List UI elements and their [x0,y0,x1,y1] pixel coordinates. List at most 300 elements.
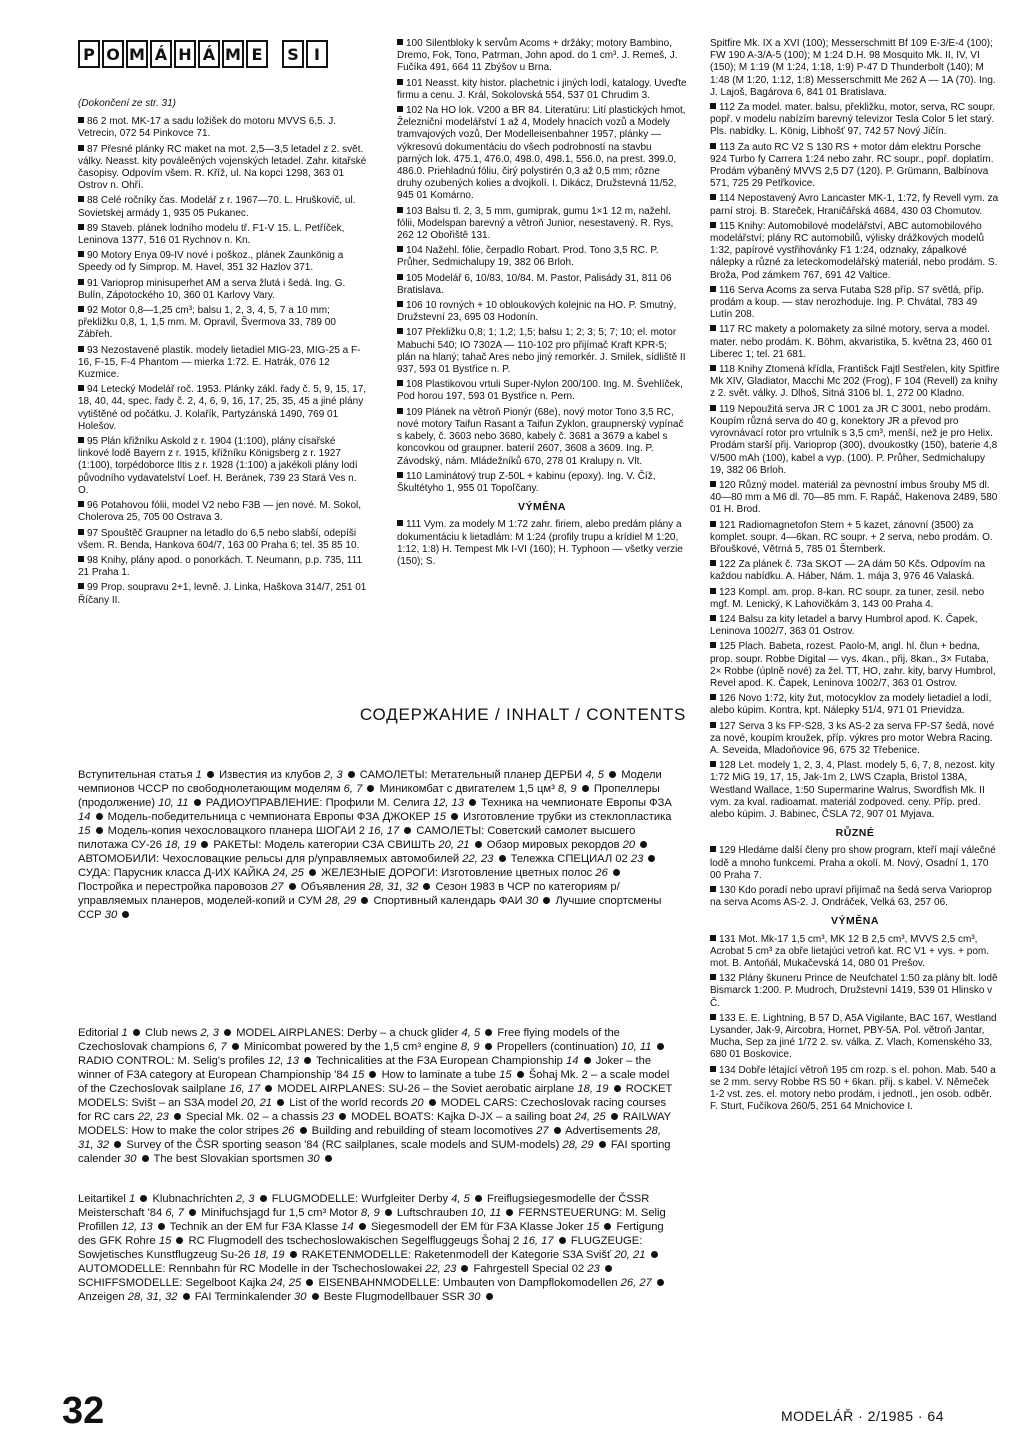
bullet-icon [78,556,84,562]
bullet-icon [710,560,716,566]
bullet-icon [397,246,403,252]
separator-dot-icon [194,799,201,806]
contents-entry: Technicalities at the F3A European Championship [316,1055,567,1067]
bullet-icon [397,301,403,307]
separator-dot-icon [423,883,430,890]
contents-entry: Техника на чемпионате Европы ФЗА [481,797,672,809]
ad-text: 100 Silentbloky k servům Acoms + držáky; motory Bambino, Dremo, Fok, Tono, Patrman, John apod. do 1 cm³. J. Remeš, J. Fučíka 491, 664 11 Zbýšov u Brna. [397,38,678,74]
contents-page: 12, 13 [432,797,464,809]
bullet-icon [78,529,84,535]
logo-letter: Á [150,40,172,68]
ad-item [78,195,368,219]
bullet-icon [78,196,84,202]
contents-page: 24, 25 [270,1277,302,1289]
separator-dot-icon [582,785,589,792]
ads-column-1 [78,90,368,610]
contents-german [78,1192,678,1304]
ad-item [397,379,687,403]
bullet-icon [710,935,716,941]
contents-page: 22, 23 [425,1263,457,1275]
separator-dot-icon [611,1113,618,1120]
contents-entry: Модель-победительница с чемпионата Европы ФЗА ДЖОКЕР [107,811,434,823]
ad-item [78,223,368,247]
bullet-icon [710,642,716,648]
page-number: 32 [62,1390,105,1432]
logo-letter: I [306,40,328,68]
contents-page: 28, 29 [325,895,357,907]
ad-text: 133 E. E. Lightning, B 57 D, A5A Vigilante, BAC 167, Westland Lysander, Jak-9, Aircobra, Hornet, PBY-5A. Pol. větroň Jantar, Mucha, Sep za jiné 1/72 2. sv. válka. Z. Vlach, Komenského 33, 680 01 Boskovice. [710,1012,997,1061]
ad-item [710,885,1000,909]
ad-item [710,973,1000,1010]
contents-entry: FAI Terminkalender [194,1291,295,1303]
contents-entry: Propellers (continuation) [496,1041,622,1053]
separator-dot-icon [613,869,620,876]
contents-page: 22, 23 [462,853,494,865]
ad-text: 132 Plány škuneru Prince de Neufchatel 1:50 za plány blt. lodě Bismarck 1:200. P. Mudroch, Družstevní 1419, 539 01 Hlinsko v Č. [710,973,998,1009]
bullet-icon [710,103,716,109]
separator-dot-icon [517,1071,524,1078]
contents-page: 14 [566,1055,579,1067]
section-heading-exchange: VÝMĚNA [518,501,566,514]
ad-item [710,324,1000,361]
ad-item [710,520,1000,557]
separator-dot-icon [348,771,355,778]
contents-entry: РАКЕТЫ: Модель категории СЗА СВИШТЬ [213,839,439,851]
contents-entry: Fahrgestell Special 02 [473,1263,588,1275]
bullet-icon [78,501,84,507]
separator-dot-icon [290,1251,297,1258]
ad-item [710,614,1000,638]
contents-page: 10, 11 [158,797,189,809]
contents-page: 8, 9 [460,1041,480,1053]
contents-page: 20 [622,839,636,851]
bullet-icon [397,328,403,334]
bullet-icon [78,346,84,352]
bullet-icon [710,694,716,700]
contents-page: 12, 13 [121,1221,153,1233]
bullet-icon [710,325,716,331]
ad-text: 90 Motory Enya 09-IV nové i poškoz., plánek Zaunkönig a Speedy od fy Simprop. M. Havel, 351 32 Hazlov 371. [78,250,344,274]
ad-item [78,500,368,524]
separator-dot-icon [300,1127,307,1134]
ad-text: 99 Prop. soupravu 2+1, levně. J. Linka, Haškova 314/7, 251 01 Říčany II. [78,582,367,606]
separator-dot-icon [499,855,506,862]
separator-dot-icon [475,1195,482,1202]
ad-item [78,384,368,433]
contents-page: 18, 19 [253,1249,285,1261]
ads-list-2 [397,38,687,495]
contents-entry: Beste Flugmodellbauer SSR [323,1291,468,1303]
separator-dot-icon [609,771,616,778]
separator-dot-icon [142,1155,149,1162]
ad-item [397,519,687,568]
bullet-icon [710,521,716,527]
contents-page: 30 [104,909,118,921]
ad-item [78,582,368,606]
contents-entry: EISENBAHNMODELLE: Umbauten von Dampflokomodellen [318,1277,621,1289]
contents-entry: The best Slovakian sportsmen [153,1153,308,1165]
separator-dot-icon [640,841,647,848]
ad-item [397,327,687,376]
ad-item [710,641,1000,690]
bullet-icon [397,408,403,414]
ad-item [78,305,368,342]
separator-dot-icon [201,841,208,848]
contents-entry: MODEL CARS: Czechoslovak racing courses for RC cars [78,1097,667,1123]
separator-dot-icon [122,911,129,918]
contents-entry: Изготовление трубки из стеклопластика [463,811,672,823]
ad-item [710,1065,1000,1114]
separator-dot-icon [404,827,411,834]
bullet-icon [397,39,403,45]
contents-page: 26, 27 [620,1277,652,1289]
separator-dot-icon [174,1113,181,1120]
separator-dot-icon [260,1195,267,1202]
contents-page: 26 [281,1125,295,1137]
ads-column-2 [397,38,687,571]
bullet-icon [78,279,84,285]
bullet-icon [78,117,84,123]
contents-page: 1 [121,1027,128,1039]
contents-page: 22, 23 [137,1111,169,1123]
ad-item [710,1013,1000,1062]
bullet-icon [710,481,716,487]
contents-entry: FLUGZEUGE: Sowjetisches Kunstflugzeug Su-26 [78,1235,643,1261]
ad-text: 124 Balsu za kity letadel a barvy Humbrol apod. K. Čapek, Leninova 1002/7, 363 01 Ostrov. [710,613,978,638]
ad-item [78,278,368,302]
separator-dot-icon [325,1155,332,1162]
contents-entry: Спортивный календарь ФАИ [373,895,526,907]
bullet-icon [78,385,84,391]
bullet-icon [710,846,716,852]
contents-entry: How to laminate a tube [381,1069,500,1081]
contents-page: 28, 31, 32 [78,1125,661,1151]
ad-item [397,38,687,75]
contents-page: 27 [536,1125,549,1137]
contents-page: 14 [78,811,91,823]
ad-item [78,436,368,497]
logo-letter: O [102,40,124,68]
separator-dot-icon [158,1223,165,1230]
bullet-icon [710,1014,716,1020]
contents-entry: Building and rebuilding of steam locomotives [311,1125,537,1137]
ad-text: 109 Plánek na větroň Pionýr (68e), nový motor Tono 3,5 RC, nové motory Taifun Rasant a Taifun Zyklon, graupnerský vypínač s kabely, č. 3603 nebo 3680, kabely č. 3681 a 3679 a kabel s koncovkou od graupner. baterií 2607, 3608 a 3609. Ing. P. Závodský, nám. Mládežníků 670, 278 01 Kralupy n. Vlt. [397,406,684,467]
separator-dot-icon [207,771,214,778]
contents-page: 24, 25 [272,867,304,879]
ad-item [397,300,687,324]
contents-entry: Известия из клубов [219,769,324,781]
contents-page: 8, 9 [557,783,577,795]
contents-page: 14 [341,1221,354,1233]
ad-text: 117 RC makety a polomakety za silné motory, serva a model. mater. nebo prodám. K. Böhm, akvaristika, 5. května 23, 460 01 Liberec 1; tel. 21 681. [710,324,993,360]
ad-text: 113 Za auto RC V2 S 130 RS + motor dám elektru Porsche 924 Turbo fy Carrera 1:24 nebo zahr. RC soupr., popř. doplatím. Prodám výbaněný MVVS 2,5 D7 (120). P. Grümann, Balbínova 571, 725 29 Petřkovice. [710,141,994,190]
ad-text: 112 Za model. mater. balsu, překližku, motor, serva, RC soupr. popř. v modelu nabízím barevný televizor Tesla Color 5 let starý. Pls. nabídky. L. König, Libhošť 97, 742 57 Nový Jičín. [710,102,996,138]
contents-page: 27 [271,881,284,893]
separator-dot-icon [183,1293,190,1300]
ad-item [710,221,1000,282]
separator-dot-icon [277,1099,284,1106]
separator-dot-icon [506,1209,513,1216]
contents-russian [78,768,678,922]
logo-letter: M [126,40,148,68]
ad-item [397,471,687,495]
contents-entry: Leitartikel [78,1193,129,1205]
contents-entry: Minicombat powered by the 1,5 cm³ engine [243,1041,461,1053]
contents-entry: RC Flugmodell des tschechoslowakischen Segelfluggeugs Šohaj 2 [188,1235,523,1247]
ad-text: 131 Mot. Mk-17 1,5 cm³, MK 12 B 2,5 cm³, MVVS 2,5 cm³, Acrobat 5 cm³ za obře lietajúci vetroň kat. RC V1 + vys. + pom. mot. B. Antoňál, Mukačevská 14, 080 01 Prešov. [710,933,990,970]
ad-text: 86 2 mot. MK-17 a sadu ložišek do motoru MVVS 6,5. J. Vetrecin, 072 54 Pinkovce 71. [78,116,337,140]
ad-text: 88 Celé ročníky čas. Modelář z r. 1967—70. L. Hruškovič, ul. Sovietskej armády 1, 935 05 Pukanec. [78,195,356,219]
contents-entry: MODEL BOATS: Kajka D-JX – a sailing boat [351,1111,575,1123]
ad-text: 98 Knihy, plány apod. o ponorkách. T. Neumann, p.p. 735, 111 21 Praha 1. [78,554,363,579]
separator-dot-icon [306,1279,313,1286]
ad-item [710,480,1000,517]
contents-entry: Модель-копия чехословацкого планера ШОГАИ 2 [107,825,369,837]
contents-entry: Technik an der EM fur F3A Klasse [169,1221,342,1233]
bullet-icon [710,588,716,594]
contents-entry: САМОЛЕТЫ: Метательный планер ДЕРБИ [359,769,586,781]
ad-item [397,105,687,203]
contents-page: 15 [433,811,446,823]
bullet-icon [397,520,403,526]
ad-text: 125 Plach. Babeta, rozest. Paolo-M, angl. hl. člun + bedna, prop. soupr. Robbe Digital — vys. 4kan., přij. 8kan., 3× Futaba, 2× Robbe (úplně nové) za žel. TT, HO, zahr. kity, barvy Humbrol, Revel apod. K. Čapek, Leninova 1002/7, 363 01 Ostrov. [710,641,996,689]
contents-page: 15 [351,1069,365,1081]
ads-list-1 [78,116,368,607]
contents-entry: Klubnachrichten [152,1193,236,1205]
contents-entry: Anzeigen [78,1291,128,1303]
separator-dot-icon [614,1085,621,1092]
contents-title: СОДЕРЖАНИЕ / INHALT / CONTENTS [359,705,687,724]
separator-dot-icon [304,1057,311,1064]
bullet-icon [710,143,716,149]
separator-dot-icon [133,1029,140,1036]
ad-item [710,934,1000,971]
contents-entry: Luftschrauben [396,1207,471,1219]
contents-page: 15 [78,825,91,837]
ad-item [78,144,368,193]
contents-entry: Advertisements [565,1125,646,1137]
ad-item [710,102,1000,139]
bullet-icon [710,1066,716,1072]
contents-entry: Модели чемпионов ЧССР по свободнолетающим моделям [78,769,662,795]
bullet-icon [710,286,716,292]
contents-entry: Обзор мировых рекордов [486,839,623,851]
bullet-icon [397,106,403,112]
contents-entry: Minifuchsjagd fur 1,5 cm³ Motor [201,1207,362,1219]
bullet-icon [710,365,716,371]
ad-item [397,245,687,269]
ad-text: 111 Vym. za modely M 1:72 zahr. firiem, alebo predám plány a dokumentáciu k lietadlám: M 1:24 (profily trupu a krídiel M 1:20, 1:12, 1:8) H. Tempest Mk I-VI (160); H. Typhoon — všetky verzie (150); S. [397,519,683,567]
bullet-icon [78,583,84,589]
contents-entry: RAKETENMODELLE: Raketenmodell der Kategorie S3A Svišť [301,1249,615,1261]
contents-page: 30 [294,1291,307,1303]
separator-dot-icon [359,1223,366,1230]
contents-page: 8, 9 [361,1207,380,1219]
contents-page: 18, 19 [165,839,197,851]
ad-item [78,250,368,274]
contents-page: 4, 5 [585,769,604,781]
ad-item [710,721,1000,758]
contents-page: 4, 5 [451,1193,470,1205]
contents-english [78,1026,678,1166]
contents-entry: Siegesmodell der EM für F3A Klasse Joker [370,1221,587,1233]
bullet-icon [397,274,403,280]
contents-entry: РАДИОУПРАВЛЕНИЕ: Профили М. Селига [205,797,433,809]
contents-page: 16, 17 [522,1235,554,1247]
contents-page: 2, 3 [200,1027,219,1039]
issue-label: MODELÁŘ · 2/1985 · 64 [780,1408,944,1424]
contents-page: 30 [525,895,539,907]
separator-dot-icon [461,1265,468,1272]
section-heading-exchange-2: VÝMĚNA [831,915,879,928]
separator-dot-icon [309,869,316,876]
bullet-icon [710,405,716,411]
bullet-icon [710,974,716,980]
separator-dot-icon [543,897,550,904]
contents-page: 28, 31, 32 [127,1291,178,1303]
contents-entry: Survey of the ČSR sporting season '84 (RC sailplanes, scale models and SUM-models) [126,1139,563,1151]
ad-text: 108 Plastikovou vrtuli Super-Nylon 200/100. Ing. M. Švehlíček, Pod horou 197, 593 01 Bystřice n. Pern. [397,379,683,403]
contents-entry: Club news [144,1027,201,1039]
ad-item [710,142,1000,191]
contents-page: 30 [468,1291,481,1303]
contents-entry: Special Mk. 02 – a chassis [186,1111,322,1123]
contents-entry: RADIO CONTROL: M. Selig's profiles [78,1055,268,1067]
ad-text: 93 Nezostavené plastik. modely lietadiel MIG-23, MIG-25 a F-16, F-15, F-4 Phantom — mierka 1:72. E. Hatrák, 076 12 Kuzmice. [78,344,361,381]
separator-dot-icon [339,1113,346,1120]
ad-continuation: Spitfire Mk. IX a XVI (100); Messerschmitt Bf 109 E-3/E-4 (100); FW 190 A-3/A-5 (100); M 1:24 D.H. 98 Mosquito Mk. II, IV, VI (150); M 1:19 (M 1:24, 1:18, 1:9) P-47 D Thunderbolt (140); M 1:48 (M 1:20, 1:12, 1:8) Messerschmitt Me 262 A — 1A (70). Ing. J. Lajoš, Bagárova 6, 841 01 Bratislava. [710,38,996,98]
ad-item [710,364,1000,401]
contents-entry: Лучшие спортсмены ССР [78,895,662,921]
bullet-icon [78,145,84,151]
ad-text: 123 Kompl. am. prop. 8-kan. RC soupr. za tuner, zesil. nebo mgf. M. Lenický, K Lahovičkám 3, 143 00 Praha 4. [710,586,985,610]
separator-dot-icon [224,1029,231,1036]
contents-page: 1 [195,769,202,781]
ads-list-3b [710,845,1000,909]
contents-entry: Freiflugsiegesmodelle der ČSSR Meisterschaft '84 [78,1193,650,1219]
separator-dot-icon [232,1043,239,1050]
separator-dot-icon [469,799,476,806]
continued-note: (Dokončení ze str. 31) [78,98,177,109]
bullet-icon [78,251,84,257]
contents-page: 23 [321,1111,335,1123]
ad-item [710,193,1000,217]
separator-dot-icon [651,1251,658,1258]
contents-entry: АВТОМОБИЛИ: Чехословацкие рельсы для р/управляемых автомобилей [78,853,463,865]
separator-dot-icon [114,1141,121,1148]
contents-entry: FLUGMODELLE: Wurfgleiter Derby [271,1193,452,1205]
ad-item [78,555,368,579]
ads-list-2b [397,519,687,568]
separator-dot-icon [289,883,296,890]
contents-page: 28, 31, 32 [368,881,419,893]
bullet-icon [397,79,403,85]
ad-item [710,285,1000,322]
ad-text: 129 Hledáme další členy pro show program, kteří mají válečné lodě a mnoho funkcemi. Praha a okolí. M. Nový, Osadní 1, 170 00 Praha 7. [710,845,996,881]
bullet-icon [78,437,84,443]
ad-text: 103 Balsu tl. 2, 3, 5 mm, gumiprak, gumu 1×1 12 m, nažehl. fólii, Modelspan barevný a větroň Junior, nesestavený. R. Rys, 262 12 Obořiště 131. [397,205,674,242]
ad-text: 92 Motor 0,8—1,25 cm³; balsu 1, 2, 3, 4, 5, 7 a 10 mm; překližku 0,8, 1, 1,5 mm. M. Opravil, Švermova 33, 789 00 Zábřeh. [78,305,336,341]
contents-page: 10, 11 [621,1041,652,1053]
separator-dot-icon [605,1265,612,1272]
contents-page: 20 [411,1097,424,1109]
contents-page: 6, 7 [165,1207,184,1219]
ad-text: 118 Knihy Ztomená křídla, Františck Fajtl Sestřelen, kity Spitfire Mk XIV, Gladiator, Macchi Mc 202 (Frog), F 104 (Revell) za knihy z 2. svět. války. J. Dlhoš, Sitná 3106 bl. 1, 272 00 Kladno. [710,364,1000,400]
contents-entry: FERNSTEUERUNG: M. Selig Profillen [78,1207,666,1233]
ad-item [397,273,687,297]
contents-page: 15 [158,1235,172,1247]
separator-dot-icon [657,1279,664,1286]
separator-dot-icon [312,1293,319,1300]
ad-text: 107 Překližku 0,8; 1; 1,2; 1,5; balsu 1; 2; 3; 5; 7; 10; el. motor Mabuchi 540; IO 7302A — 110-102 pro přijímač Kraft KPR-5; plán na hlaný; tahač Ares nebo jiný remorkér. J. Smilek, sídliště II 937, 593 01 Bystřice n. P. [397,327,686,376]
rubric-logo [78,40,328,68]
ad-text: 101 Neasst. kity histor. plachetnic i jiných lodí, katalogy. Uveďte firmu a cenu. J. Král, Sokolovská 554, 537 01 Chrudim 3. [397,77,687,101]
separator-dot-icon [451,813,458,820]
bullet-icon [397,207,403,213]
logo-letter: H [174,40,196,68]
contents-page: 18, 19 [577,1083,609,1095]
ad-text: 89 Staveb. plánek lodního modelu tř. F1-V 15. L. Petříček, Leninova 1377, 516 01 Rychnov n. Kn. [78,222,345,247]
contents-entry: ROCKET MODELS: Svišt – an S3A model [78,1083,673,1109]
contents-page: 6, 7 [207,1041,227,1053]
separator-dot-icon [599,1141,606,1148]
ad-text: 134 Dobře létající větroň 195 cm rozp. s el. pohon. Mab. 540 a se 2 mm. servy Robbe RS 50 + 6kan. přij. s kabel. V. Němeček 1-2 vst. zes. el. motory nebo prodám, i jednotl., jen osob. odběr. F. Sturt, Fučíkova 260/5, 251 64 Mnichovice I. [710,1064,996,1113]
contents-entry: Миникомбат с двигателем 1,5 цм³ [379,783,558,795]
separator-dot-icon [559,1237,566,1244]
contents-page: 28, 29 [562,1139,594,1151]
ad-text: 105 Modelář 6, 10/83, 10/84. M. Pastor, Palisády 31, 811 06 Bratislava. [397,272,672,296]
contents-page: 16, 17 [368,825,400,837]
bullet-icon [710,222,716,228]
bullet-icon [78,306,84,312]
ad-text: 96 Potahovou fólii, model V2 nebo F3B — jen nové. M. Sokol, Cholerova 25, 705 00 Ostrava 3. [78,500,362,524]
ad-text: 121 Radiomagnetofon Stern + 5 kazet, zánovní (3500) za komplet. soupr. 4—6kan. RC soupr. + 2 serva, nebo prodám. O. Břouškové, Větrná 5, 785 01 Šternberk. [710,519,993,555]
ad-text: 128 Let. modely 1, 2, 3, 4, Plast. modely 5, 6, 7, 8, nezost. kity 1:72 MiG 19, 17, 15, Jak-1m 2, LWS Czapla, Bristol 138A, Westland Wallace, 1:50 Supermarine Walrus, Swordfish Mk. II vym. za kval. radioamat. materiál zodpoved. ceny. Příp. pred. alebo kúpim. J. Babinec, ČSLA 72, 907 01 Myjava. [710,760,995,820]
logo-letter: Á [198,40,220,68]
ad-text: 87 Přesné plánky RC maket na mot. 2,5—3,5 letadel z 2. svět. války. Neasst. kity pováleěných vojenských letadel. Zahr. kitařské časopisy. Odpovím všem. R. Kříž, ul. Na kopci 1298, 363 01 Ostrov n. Ohří. [78,143,367,192]
bullet-icon [78,224,84,230]
ad-item [397,206,687,243]
contents-page: 24, 25 [574,1111,606,1123]
ad-text: 126 Novo 1:72, kity žut, motocyklov za modely lietadiel a lodí, alebo kúpim. Kontra, kpt. Nálepky 51/4, 971 01 Prievidza. [710,693,992,717]
separator-dot-icon [140,1195,147,1202]
contents-entry: Joker – the winner of F3A category at European Championship '84 [78,1055,652,1081]
ad-item [78,345,368,382]
logo-letter: M [222,40,244,68]
separator-dot-icon [485,1043,492,1050]
bullet-icon [710,615,716,621]
separator-dot-icon [96,813,103,820]
separator-dot-icon [385,1209,392,1216]
ad-item [710,404,1000,477]
contents-page: 20, 21 [240,1097,273,1109]
ad-item [78,116,368,140]
contents-entry: СУДА: Парусник класса Д-ИХ КАЙКА [78,867,273,879]
separator-dot-icon [265,1085,272,1092]
ad-text: 91 Varioprop minisuperhet AM a serva žlutá i šedá. Ing. G. Bulín, Zápotockého 10, 360 01 Karlovy Vary. [78,277,346,301]
contents-page: 23 [630,853,644,865]
ad-text: 110 Laminátový trup Z-50L + kabinu (epoxy). Ing. V. Číž, Škultétyho 1, 955 01 Topoľčany. [397,470,656,494]
contents-entry: FAI sporting calender [78,1139,671,1165]
contents-entry: САМОЛЕТЫ: Советский самолет высшего пилотажа СУ-26 [78,825,636,851]
separator-dot-icon [367,785,374,792]
contents-page: 26 [595,867,608,879]
contents-page: 10, 11 [470,1207,502,1219]
contents-page: 2, 3 [323,769,343,781]
contents-page: 20, 21 [614,1249,646,1261]
bullet-icon [397,472,403,478]
separator-dot-icon [189,1209,196,1216]
